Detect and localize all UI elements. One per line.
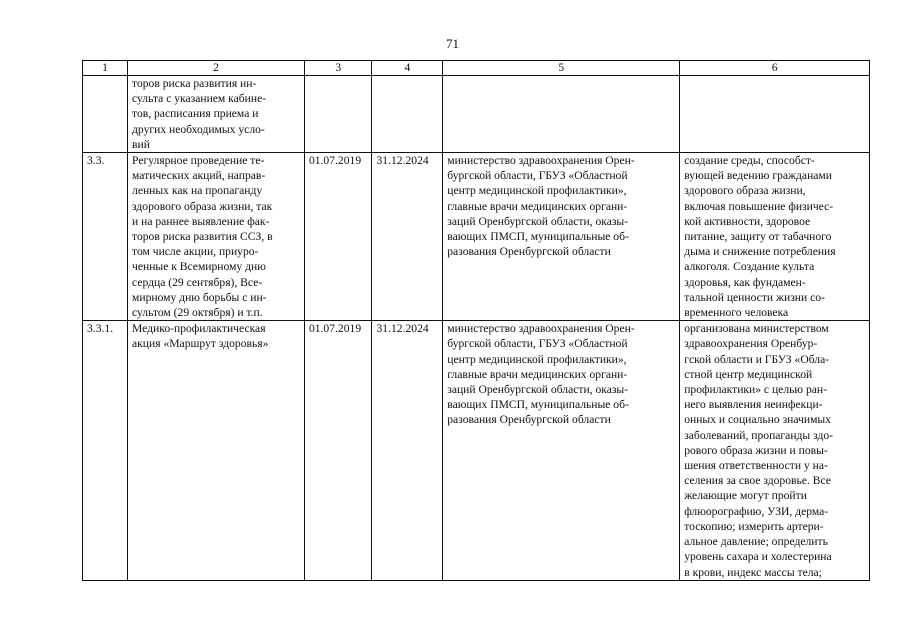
event-name: Регулярное проведение те- матических акций, направ- ленных как на пропаганду здорового образа жизни, так и на раннее выявление фак- торов риска развития ССЗ, в том числе акции, приуро- ченные к Всемирному дню сердца (29 сентября), Все- мирному дню борьбы с ин- сультом (29 октября) и т.п. bbox=[128, 153, 305, 321]
row-number: 3.3.1. bbox=[83, 321, 128, 580]
header-col-3: 3 bbox=[304, 61, 372, 76]
responsible bbox=[443, 76, 680, 153]
start-date: 01.07.2019 bbox=[304, 321, 372, 580]
header-col-5: 5 bbox=[443, 61, 680, 76]
table-row bbox=[83, 321, 870, 580]
end-date: 31.12.2024 bbox=[372, 153, 443, 321]
expected-result: создание среды, способст- вующей ведению гражданами здорового образа жизни, включая повышение физичес- кой активности, здоровое питание, защиту от табачного дыма и снижение потребления алкоголя. Создание культа здоровья, как фундамен- тальной ценности жизни со- временного человека bbox=[680, 153, 870, 321]
responsible: министерство здравоохранения Орен- бургской области, ГБУЗ «Областной центр медицинской профилактики», главные врачи медицинских органи- заций Оренбургской области, оказы- вающих ПМСП, муниципальные об- разования Оренбургской области bbox=[443, 321, 680, 580]
responsible: министерство здравоохранения Орен- бургской области, ГБУЗ «Областной центр медицинской профилактики», главные врачи медицинских органи- заций Оренбургской области, оказы- вающих ПМСП, муниципальные об- разования Оренбургской области bbox=[443, 153, 680, 321]
header-col-2: 2 bbox=[128, 61, 305, 76]
expected-result: организована министерством здравоохранения Оренбур- гской области и ГБУЗ «Обла- стной центр медицинской профилактики» с целью ран- него выявления неинфекци- онных и социально значимых заболеваний, пропаганды здо- рового образа жизни и повы- шения ответственности у на- селения за свое здоровье. Все желающие могут пройти флюорографию, УЗИ, дерма- тоскопию; измерить артери- альное давление; определить уровень сахара и холестерина в крови, индекс массы тела; bbox=[680, 321, 870, 580]
row-number bbox=[83, 76, 128, 153]
end-date bbox=[372, 76, 443, 153]
row-number: 3.3. bbox=[83, 153, 128, 321]
expected-result bbox=[680, 76, 870, 153]
start-date: 01.07.2019 bbox=[304, 153, 372, 321]
header-col-6: 6 bbox=[680, 61, 870, 76]
header-col-4: 4 bbox=[372, 61, 443, 76]
end-date: 31.12.2024 bbox=[372, 321, 443, 580]
page-number: 71 bbox=[446, 36, 459, 51]
event-name: торов риска развития ин- сульта с указанием кабине- тов, расписания приема и других необходимых усло- вий bbox=[128, 76, 305, 153]
table-row bbox=[83, 76, 870, 153]
header-row bbox=[83, 61, 870, 76]
measures-table bbox=[82, 60, 870, 581]
table-row bbox=[83, 153, 870, 321]
header-col-1: 1 bbox=[83, 61, 128, 76]
start-date bbox=[304, 76, 372, 153]
event-name: Медико-профилактическая акция «Маршрут здоровья» bbox=[128, 321, 305, 580]
